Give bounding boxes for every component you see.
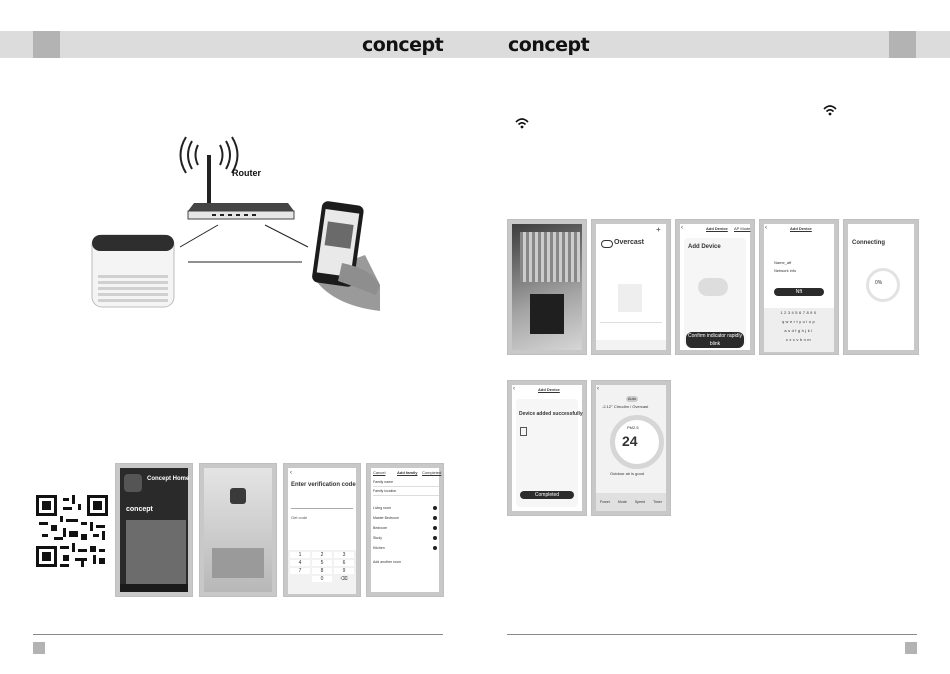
ap-mode-link[interactable]: AP Mode bbox=[734, 226, 751, 231]
timer-button[interactable]: Timer bbox=[653, 500, 662, 504]
key[interactable]: 7 bbox=[290, 568, 310, 574]
confirm-blink-button[interactable]: Confirm indicator rapidly blink bbox=[686, 332, 744, 348]
mode-button[interactable]: Mode bbox=[618, 500, 627, 504]
divider bbox=[600, 322, 662, 323]
keyboard-row[interactable]: asdfghjkl bbox=[784, 328, 814, 333]
add-device-title: Add Device bbox=[688, 244, 721, 250]
auto-badge[interactable]: Auto bbox=[627, 396, 637, 401]
back-arrow-icon[interactable]: ‹ bbox=[681, 225, 683, 231]
divider bbox=[373, 495, 439, 496]
check-icon[interactable] bbox=[433, 536, 437, 540]
screenshot-home-overcast bbox=[591, 219, 671, 355]
backspace-key[interactable]: ⌫ bbox=[340, 576, 348, 582]
key[interactable]: 0 bbox=[312, 576, 332, 582]
room-photo bbox=[212, 548, 264, 578]
link-line bbox=[180, 225, 218, 247]
room-item[interactable]: Kitchen bbox=[373, 546, 385, 550]
topbar-title: Add Device bbox=[706, 226, 728, 231]
router-icon bbox=[188, 203, 294, 219]
link-line bbox=[265, 225, 308, 247]
promo-image bbox=[126, 520, 186, 590]
room-item[interactable]: Living room bbox=[373, 506, 392, 510]
numeric-keypad bbox=[288, 550, 356, 594]
weather-readout: -2.12° Chrudim / Overcast bbox=[602, 404, 649, 409]
weather-title: Overcast bbox=[614, 239, 644, 246]
footer-page-marker-right bbox=[905, 642, 917, 654]
router-antenna bbox=[207, 155, 211, 203]
screenshot-connecting bbox=[843, 219, 919, 355]
device-control-panel bbox=[530, 294, 564, 334]
pm-value: 24 bbox=[622, 433, 638, 449]
screenshot-device-control bbox=[591, 380, 671, 516]
device-icon bbox=[520, 427, 527, 436]
control-button-bar bbox=[596, 493, 666, 511]
divider bbox=[373, 486, 439, 487]
back-arrow-icon[interactable]: ‹ bbox=[765, 225, 767, 231]
key[interactable]: 4 bbox=[290, 560, 310, 566]
add-room-link[interactable]: Add another room bbox=[373, 560, 402, 564]
back-arrow-icon[interactable]: ‹ bbox=[290, 470, 292, 476]
back-arrow-icon[interactable]: ‹ bbox=[597, 386, 599, 392]
smartphone-in-hand-illustration bbox=[311, 200, 380, 311]
verification-title: Enter verification code bbox=[291, 482, 356, 488]
key[interactable]: 3 bbox=[334, 552, 354, 558]
brand-logo-right: concept bbox=[508, 34, 590, 56]
qr-code bbox=[36, 495, 108, 567]
screenshot-app-store bbox=[115, 463, 193, 597]
room-item[interactable]: Study bbox=[373, 536, 382, 540]
code-input-line[interactable] bbox=[291, 508, 353, 509]
bottom-nav-bar bbox=[596, 340, 666, 350]
key bbox=[290, 576, 310, 582]
screenshot-add-family bbox=[366, 463, 444, 597]
power-button[interactable]: Power bbox=[600, 500, 610, 504]
add-icon[interactable]: + bbox=[656, 225, 661, 234]
key[interactable]: 9 bbox=[334, 568, 354, 574]
screenshot-add-device bbox=[675, 219, 755, 355]
device-added-title: Device added successfully bbox=[519, 411, 583, 417]
completed-button[interactable]: Completed bbox=[520, 491, 574, 499]
check-icon[interactable] bbox=[433, 516, 437, 520]
family-location-label: Family location bbox=[373, 489, 397, 493]
keyboard-row[interactable]: zxcvbnm bbox=[785, 337, 813, 342]
key[interactable]: 1 bbox=[290, 552, 310, 558]
topbar-title: Add Device bbox=[538, 387, 560, 392]
header-square-right bbox=[889, 31, 916, 58]
app-logo-icon bbox=[230, 488, 246, 504]
family-name-label: Family name bbox=[373, 480, 394, 484]
add-family-title: Add family bbox=[397, 470, 418, 475]
room-item[interactable]: Master Bedroom bbox=[373, 516, 399, 520]
keyboard-row[interactable]: 1234567890 bbox=[780, 310, 818, 315]
screenshot-device-photo bbox=[507, 219, 587, 355]
topbar-title: Add Device bbox=[790, 226, 812, 231]
footer-rule-right bbox=[507, 634, 917, 635]
app-icon bbox=[124, 474, 142, 492]
brand-logo-left: concept bbox=[362, 34, 444, 56]
room-item[interactable]: Bedroom bbox=[373, 526, 388, 530]
check-icon[interactable] bbox=[433, 546, 437, 550]
screenshot-device-added bbox=[507, 380, 587, 516]
air-quality-text: Outdoor air is good bbox=[610, 471, 645, 476]
device-grille bbox=[520, 232, 580, 282]
check-icon[interactable] bbox=[433, 506, 437, 510]
next-button[interactable]: Nft bbox=[774, 288, 824, 296]
network-field[interactable]: Network info bbox=[774, 268, 797, 273]
get-code-link[interactable]: Get code bbox=[291, 515, 308, 520]
router-label: Router bbox=[232, 168, 261, 178]
app-title: Concept Home bbox=[147, 476, 190, 482]
progress-ring bbox=[866, 268, 900, 302]
bottom-nav-bar bbox=[120, 584, 188, 592]
key[interactable]: 5 bbox=[312, 560, 332, 566]
key[interactable]: 8 bbox=[312, 568, 332, 574]
cancel-link[interactable]: Cancel bbox=[373, 470, 386, 475]
speed-button[interactable]: Speed bbox=[634, 500, 645, 504]
screenshot-splash bbox=[199, 463, 277, 597]
placeholder-illustration bbox=[618, 284, 642, 312]
check-icon[interactable] bbox=[433, 526, 437, 530]
back-arrow-icon[interactable]: ‹ bbox=[513, 386, 515, 392]
header-square-left bbox=[33, 31, 60, 58]
device-illustration bbox=[698, 278, 728, 296]
key[interactable]: 2 bbox=[312, 552, 332, 558]
screenshot-verification bbox=[283, 463, 361, 597]
keyboard-row[interactable]: qwertyuiop bbox=[781, 319, 817, 324]
air-purifier-illustration bbox=[92, 235, 174, 307]
footer-rule-left bbox=[33, 634, 443, 635]
connecting-title: Connecting bbox=[852, 240, 885, 246]
wifi-name-field[interactable]: Name_aff bbox=[774, 260, 792, 265]
router-connection-diagram bbox=[80, 135, 410, 315]
key[interactable]: 6 bbox=[334, 560, 354, 566]
wifi-icon bbox=[823, 104, 837, 116]
wifi-icon bbox=[515, 117, 529, 129]
completed-link[interactable]: Completed bbox=[422, 470, 442, 475]
footer-page-marker-left bbox=[33, 642, 45, 654]
progress-percent: 0% bbox=[875, 280, 883, 286]
screenshot-wifi-select bbox=[759, 219, 839, 355]
on-screen-keyboard[interactable] bbox=[764, 308, 834, 352]
pm-label: PM2.5 bbox=[627, 425, 639, 430]
cloud-icon bbox=[601, 240, 613, 248]
app-logo-text: concept bbox=[126, 506, 153, 513]
